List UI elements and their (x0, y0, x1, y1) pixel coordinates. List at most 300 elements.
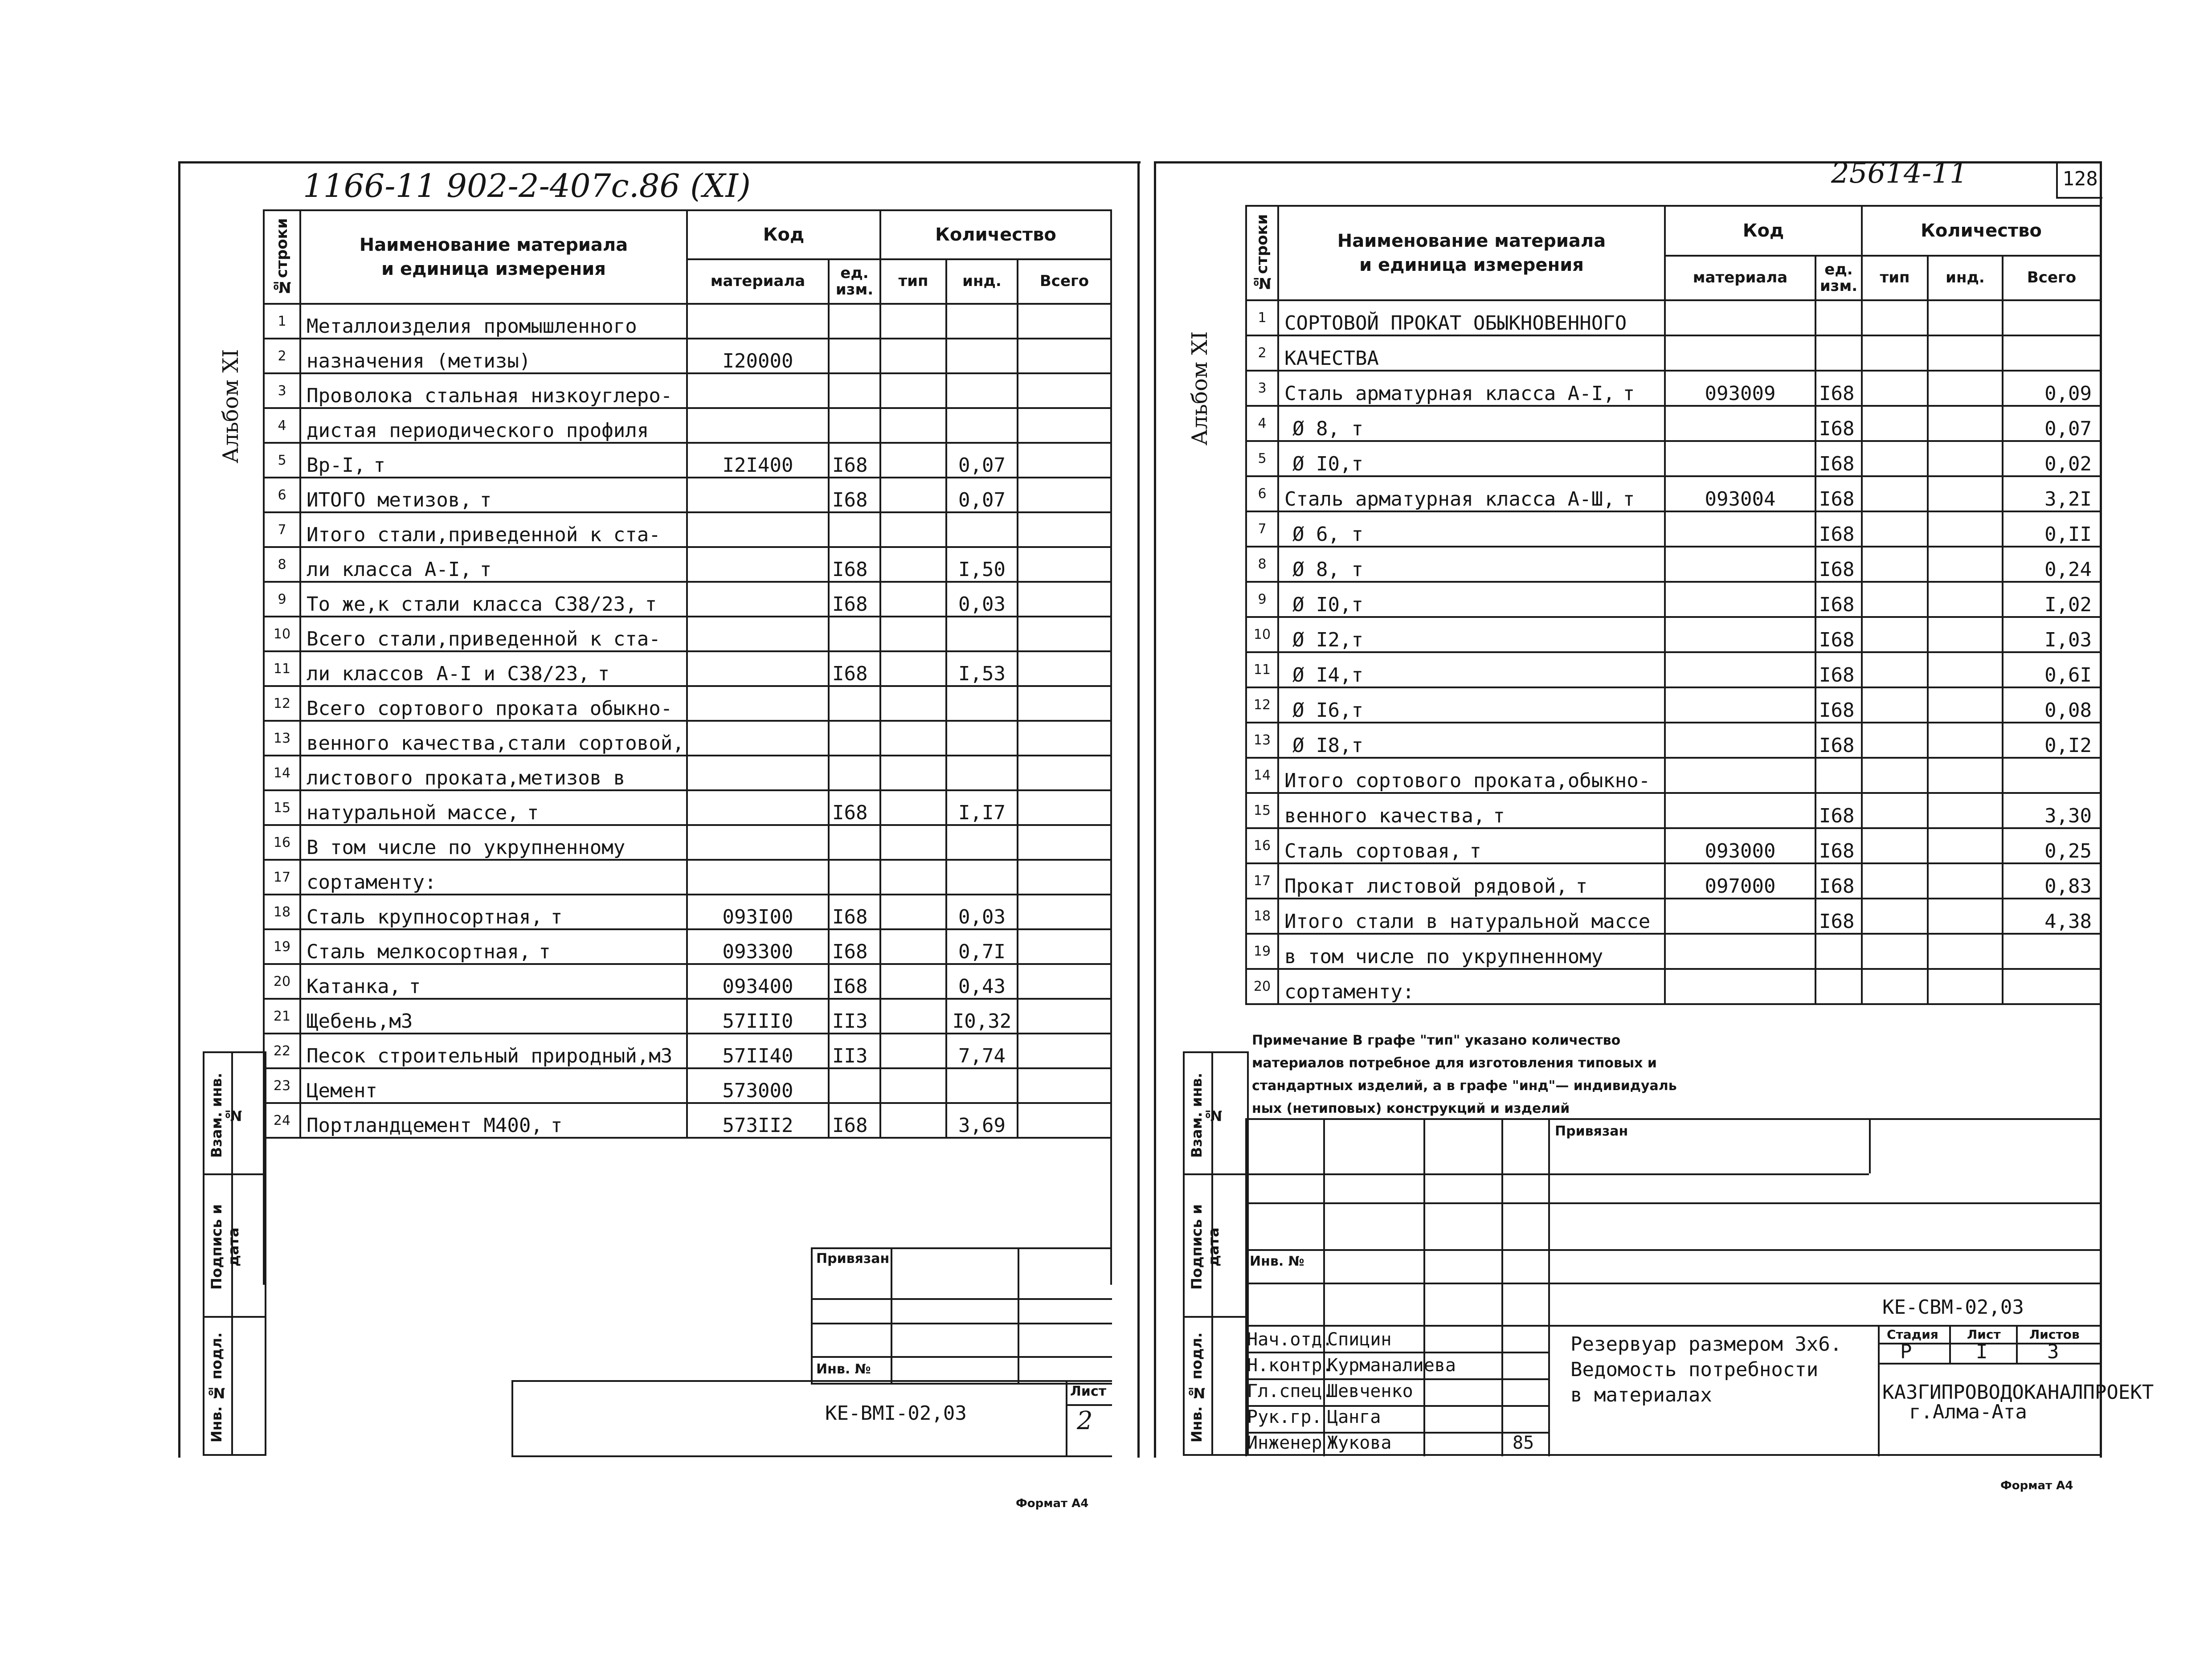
row-name (300, 1103, 687, 1138)
row-name-text: Итого стали в натуральной массе (1284, 910, 1651, 933)
signer-name: Шевченко (1327, 1381, 1413, 1401)
row-name (300, 756, 687, 790)
row-qty-type (880, 547, 946, 582)
row-name (300, 1034, 687, 1068)
row-number: 11 (1246, 652, 1278, 687)
signer-role: Нач.отд. (1247, 1329, 1333, 1350)
row-material-code (1665, 406, 1815, 441)
row-material-code: 093009 (1665, 371, 1815, 406)
left-doc-code: КЕ-ВМI-02,03 (825, 1402, 967, 1425)
row-qty-ind (1928, 899, 2003, 934)
row-qty-ind: I,50 (946, 547, 1018, 582)
row-qty-type (1862, 476, 1928, 511)
row-qty-ind (1928, 758, 2003, 793)
col-name-header: Наименование материала и единица измерения (1278, 206, 1665, 300)
row-unit-code: I68 (1815, 476, 1862, 511)
row-qty-ind (1928, 828, 2003, 863)
row-name-unit: т (1493, 805, 1505, 827)
row-name-unit (633, 836, 678, 859)
row-name (300, 512, 687, 547)
row-name-unit (1635, 312, 1656, 335)
row-qty-total (2003, 934, 2101, 969)
row-number: 9 (1246, 582, 1278, 617)
left-album-label: Альбом XI (218, 349, 243, 463)
row-qty-total (1018, 373, 1111, 408)
row-qty-total (1018, 964, 1111, 999)
table-row (264, 304, 1111, 339)
row-qty-type (1862, 652, 1928, 687)
row-qty-total (1018, 547, 1111, 582)
col-code-unit-header: ед. изм. (1815, 256, 1862, 300)
col-qty-type-header: тип (880, 259, 946, 304)
row-name-unit: т (550, 1114, 563, 1137)
row-qty-ind (1928, 793, 2003, 828)
row-name-text: Итого сортового проката,обыкно- (1284, 769, 1651, 792)
row-number: 3 (264, 373, 300, 408)
row-name-unit: Ø I2,т (1292, 629, 1363, 651)
row-material-code (1665, 899, 1815, 934)
row-name-text (1284, 523, 1292, 546)
row-name (1278, 371, 1665, 406)
right-side-strip (1183, 1051, 1249, 1456)
row-unit-code: I68 (829, 478, 880, 512)
row-number: 7 (264, 512, 300, 547)
row-name (1278, 652, 1665, 687)
row-number: 2 (1246, 335, 1278, 371)
table-row (1246, 582, 2101, 617)
row-number: 23 (264, 1068, 300, 1103)
row-qty-type (880, 1068, 946, 1103)
signer-role: Инженер (1247, 1433, 1322, 1453)
row-unit-code: I68 (1815, 828, 1862, 863)
table-row (264, 408, 1111, 443)
row-number: 1 (1246, 300, 1278, 335)
col-row-no-header: №строки (264, 210, 300, 304)
right-format-label: Формат А4 (2000, 1479, 2073, 1492)
row-number: 17 (1246, 863, 1278, 899)
row-name (300, 443, 687, 478)
row-qty-type (880, 860, 946, 895)
row-qty-ind: 0,03 (946, 582, 1018, 617)
row-qty-total (1018, 339, 1111, 373)
row-unit-code (829, 408, 880, 443)
row-name-text: назначения (метизы) (307, 350, 531, 372)
row-name-text: Цемент (307, 1079, 377, 1102)
row-qty-ind: 0,7I (946, 929, 1018, 964)
row-qty-type (880, 999, 946, 1034)
signer-date: 85 (1513, 1433, 1534, 1453)
row-qty-type (880, 895, 946, 929)
row-name-text: В том числе по укрупненному (307, 836, 626, 859)
left-handwritten-header: 1166-11 902-2-407с.86 (XI) (303, 167, 751, 204)
note-line: ных (нетиповых) конструкций и изделий (1252, 1101, 1570, 1116)
row-qty-ind (946, 860, 1018, 895)
row-unit-code (1815, 335, 1862, 371)
row-number: 10 (1246, 617, 1278, 652)
left-materials-table (263, 209, 1112, 1285)
row-number: 13 (1246, 723, 1278, 758)
row-number: 24 (264, 1103, 300, 1138)
row-number: 7 (1246, 511, 1278, 547)
row-name-unit (1658, 910, 1665, 933)
row-name (1278, 687, 1665, 723)
table-row (1246, 828, 2101, 863)
row-qty-ind: 0,07 (946, 443, 1018, 478)
left-stamp-privyazan (811, 1247, 1112, 1385)
row-qty-type (1862, 828, 1928, 863)
right-doc-code: КЕ-СВМ-02,03 (1882, 1296, 2024, 1319)
row-name (300, 408, 687, 443)
right-page-no: 128 (2056, 161, 2102, 199)
row-qty-type (1862, 969, 1928, 1004)
row-name (300, 651, 687, 686)
row-qty-type (1862, 547, 1928, 582)
left-sheet-left-border (178, 161, 180, 1458)
col-code-material-header: материала (687, 259, 829, 304)
row-name-unit: т (1575, 875, 1588, 898)
row-name-unit: Ø I4,т (1292, 664, 1363, 686)
row-qty-total (1018, 478, 1111, 512)
row-material-code (1665, 758, 1815, 793)
signer-row (1245, 1327, 1548, 1352)
row-unit-code (829, 617, 880, 651)
row-material-code (687, 860, 829, 895)
row-number: 4 (264, 408, 300, 443)
row-name (300, 790, 687, 825)
row-unit-code (829, 686, 880, 721)
row-name-text: Сталь арматурная класса А-Ш, (1284, 488, 1615, 511)
table-row (264, 617, 1111, 651)
row-material-code (687, 582, 829, 617)
row-qty-total (1018, 617, 1111, 651)
row-qty-type (1862, 617, 1928, 652)
table-row (264, 512, 1111, 547)
right-side-label-vzam: Взам. инв. № (1188, 1073, 1222, 1158)
row-unit-code: I68 (1815, 617, 1862, 652)
row-number: 4 (1246, 406, 1278, 441)
row-qty-type (880, 339, 946, 373)
row-unit-code: I68 (1815, 371, 1862, 406)
row-name-unit: т (1623, 488, 1635, 511)
row-unit-code (829, 339, 880, 373)
row-name (1278, 793, 1665, 828)
row-material-code (687, 408, 829, 443)
table-row (264, 651, 1111, 686)
row-material-code: 573II2 (687, 1103, 829, 1138)
row-name-text: Сталь крупносортная, (307, 906, 543, 928)
row-name-text (1284, 417, 1292, 440)
row-qty-total: 0,6I (2003, 652, 2101, 687)
row-material-code: 093I00 (687, 895, 829, 929)
row-name-text: в том числе по укрупненному (1284, 945, 1603, 968)
row-unit-code: I68 (829, 895, 880, 929)
row-unit-code (829, 373, 880, 408)
row-name-unit (1611, 945, 1656, 968)
row-qty-type (1862, 582, 1928, 617)
row-name (1278, 441, 1665, 476)
table-row (1246, 652, 2101, 687)
row-unit-code: I68 (1815, 863, 1862, 899)
row-number: 17 (264, 860, 300, 895)
row-unit-code: I68 (829, 582, 880, 617)
right-title-block (1245, 1118, 2154, 1456)
row-qty-ind (1928, 687, 2003, 723)
col-row-no-header: №строки (1246, 206, 1278, 300)
row-unit-code: I68 (1815, 547, 1862, 582)
row-number: 12 (264, 686, 300, 721)
row-name (1278, 863, 1665, 899)
row-name (300, 929, 687, 964)
row-number: 19 (264, 929, 300, 964)
row-qty-type (1862, 934, 1928, 969)
row-name-unit: Ø I0,т (1292, 453, 1363, 475)
row-number: 15 (1246, 793, 1278, 828)
row-material-code (687, 478, 829, 512)
row-name-text: Сталь арматурная класса А-I, (1284, 382, 1615, 405)
right-side-label-inv: Инв. № подл. (1188, 1332, 1205, 1442)
table-row (1246, 617, 2101, 652)
row-unit-code (1815, 969, 1862, 1004)
row-qty-ind (946, 617, 1018, 651)
row-qty-total (2003, 335, 2101, 371)
row-number: 16 (1246, 828, 1278, 863)
table-row (1246, 687, 2101, 723)
table-row (264, 582, 1111, 617)
row-name (1278, 934, 1665, 969)
table-row (1246, 441, 2101, 476)
row-name (1278, 969, 1665, 1004)
row-qty-ind (946, 721, 1018, 756)
org-line: г.Алма-Ата (1909, 1401, 2027, 1423)
row-name-text: Всего сортового проката обыкно- (307, 697, 673, 720)
right-handwritten-header: 25614-11 (1831, 157, 1968, 190)
table-row (264, 895, 1111, 929)
signer-role: Гл.спец. (1247, 1381, 1333, 1401)
row-qty-type (880, 617, 946, 651)
row-unit-code (829, 512, 880, 547)
row-unit-code: II3 (829, 999, 880, 1034)
row-number: 19 (1246, 934, 1278, 969)
note-line: стандартных изделий, а в графе "инд"— индивидуаль (1252, 1078, 1677, 1094)
row-qty-ind (946, 373, 1018, 408)
row-qty-total (1018, 790, 1111, 825)
row-material-code (1665, 335, 1815, 371)
row-name (300, 860, 687, 895)
row-qty-ind (1928, 371, 2003, 406)
row-qty-ind: 0,03 (946, 895, 1018, 929)
row-name-unit: т (479, 558, 492, 581)
right-inv-no-label: Инв. № (1250, 1254, 1304, 1269)
row-qty-ind (1928, 723, 2003, 758)
row-unit-code (829, 825, 880, 860)
row-qty-type (880, 686, 946, 721)
row-number: 22 (264, 1034, 300, 1068)
row-material-code (687, 756, 829, 790)
row-qty-type (880, 373, 946, 408)
row-qty-type (880, 478, 946, 512)
row-qty-ind (946, 686, 1018, 721)
row-qty-type (880, 1103, 946, 1138)
row-unit-code: I68 (829, 443, 880, 478)
table-row (264, 478, 1111, 512)
row-name-text: Всего стали,приведенной к ста- (307, 628, 661, 650)
table-row (264, 373, 1111, 408)
row-qty-total (1018, 895, 1111, 929)
row-unit-code: I68 (1815, 441, 1862, 476)
row-qty-type (880, 512, 946, 547)
table-row (1246, 758, 2101, 793)
row-material-code (1665, 793, 1815, 828)
row-unit-code: I68 (829, 547, 880, 582)
col-qty-total-header: Всего (2003, 256, 2101, 300)
row-qty-total: 0,83 (2003, 863, 2101, 899)
row-qty-total (1018, 999, 1111, 1034)
row-qty-total (1018, 860, 1111, 895)
row-qty-ind (946, 825, 1018, 860)
row-name-unit (385, 1079, 678, 1102)
sheet-label: Лист (1967, 1327, 2001, 1342)
row-number: 1 (264, 304, 300, 339)
left-format-label: Формат А4 (1016, 1497, 1089, 1510)
row-material-code: I2I400 (687, 443, 829, 478)
row-name-text: СОРТОВОЙ ПРОКАТ ОБЫКНОВЕННОГО (1284, 312, 1627, 335)
row-material-code (1665, 617, 1815, 652)
row-number: 20 (264, 964, 300, 999)
row-unit-code (1815, 934, 1862, 969)
signer-row (1245, 1352, 1548, 1378)
row-qty-ind (1928, 441, 2003, 476)
row-unit-code: I68 (1815, 899, 1862, 934)
row-name-unit: т (527, 801, 539, 824)
row-material-code (687, 686, 829, 721)
col-code-group-header: Код (1665, 206, 1862, 256)
left-inv-no-label: Инв. № (816, 1361, 871, 1377)
row-number: 3 (1246, 371, 1278, 406)
row-name-unit: т (1623, 382, 1635, 405)
row-name (1278, 582, 1665, 617)
row-material-code (687, 373, 829, 408)
row-name-unit (657, 419, 678, 442)
col-qty-ind-header: инд. (946, 259, 1018, 304)
row-name-text: КАЧЕСТВА (1284, 347, 1379, 370)
row-unit-code: I68 (1815, 406, 1862, 441)
row-qty-ind: I,I7 (946, 790, 1018, 825)
row-material-code (1665, 582, 1815, 617)
table-row (1246, 863, 2101, 899)
row-qty-ind: 3,69 (946, 1103, 1018, 1138)
row-name (300, 999, 687, 1034)
table-row (264, 790, 1111, 825)
row-material-code: I20000 (687, 339, 829, 373)
row-name (300, 686, 687, 721)
row-number: 5 (1246, 441, 1278, 476)
row-name-unit (1387, 347, 1656, 370)
row-number: 21 (264, 999, 300, 1034)
row-name-unit (1422, 981, 1656, 1003)
row-unit-code: I68 (1815, 793, 1862, 828)
row-number: 12 (1246, 687, 1278, 723)
row-name-text: Сталь сортовая, (1284, 840, 1462, 862)
row-number: 14 (1246, 758, 1278, 793)
row-number: 16 (264, 825, 300, 860)
row-qty-total (1018, 408, 1111, 443)
row-qty-type (880, 929, 946, 964)
row-material-code: 093000 (1665, 828, 1815, 863)
title-line: Ведомость потребности (1570, 1358, 1819, 1381)
row-material-code (1665, 934, 1815, 969)
row-qty-total: 0,02 (2003, 441, 2101, 476)
row-qty-total: I,02 (2003, 582, 2101, 617)
right-album-label: Альбом XI (1187, 331, 1212, 445)
row-qty-type (1862, 441, 1928, 476)
table-row (264, 1103, 1111, 1138)
row-qty-total (1018, 443, 1111, 478)
row-number: 18 (1246, 899, 1278, 934)
row-qty-total: 4,38 (2003, 899, 2101, 934)
row-qty-total: 3,2I (2003, 476, 2101, 511)
left-side-label-vzam: Взам. инв. № (208, 1073, 242, 1158)
row-qty-ind (1928, 582, 2003, 617)
table-row (1246, 723, 2101, 758)
row-name (1278, 406, 1665, 441)
table-row (264, 756, 1111, 790)
stage-label: Стадия (1887, 1327, 1938, 1342)
row-number: 15 (264, 790, 300, 825)
table-row (1246, 300, 2101, 335)
row-qty-ind (946, 1068, 1018, 1103)
row-name (1278, 758, 1665, 793)
row-qty-ind: I,53 (946, 651, 1018, 686)
row-name (1278, 335, 1665, 371)
col-code-group-header: Код (687, 210, 880, 259)
org-name (1882, 1383, 2154, 1422)
row-qty-ind: I0,32 (946, 999, 1018, 1034)
row-name-unit: Ø 8, т (1292, 417, 1363, 440)
title-line: Резервуар размером 3х6. (1570, 1333, 1842, 1356)
row-unit-code (829, 1068, 880, 1103)
row-qty-total: 0,I2 (2003, 723, 2101, 758)
col-qty-group-header: Количество (1862, 206, 2101, 256)
signer-name: Курманалиева (1327, 1355, 1456, 1376)
left-sheet-top-border (178, 161, 1141, 163)
row-qty-type (880, 825, 946, 860)
row-material-code (1665, 300, 1815, 335)
table-row (1246, 934, 2101, 969)
row-name (300, 339, 687, 373)
row-qty-total: 0,09 (2003, 371, 2101, 406)
table-row (1246, 793, 2101, 828)
row-material-code: 093004 (1665, 476, 1815, 511)
row-material-code (687, 547, 829, 582)
signer-role: Н.контр. (1247, 1355, 1333, 1376)
table-row (264, 686, 1111, 721)
row-qty-total (1018, 686, 1111, 721)
row-unit-code: I68 (829, 790, 880, 825)
stage-value: Р (1900, 1340, 1912, 1363)
table-row (1246, 371, 2101, 406)
row-name-text: Песок строительный природный,м3 (307, 1045, 673, 1067)
note-line: материалов потребное для изготовления типовых и (1252, 1055, 1657, 1071)
row-name (300, 721, 687, 756)
col-name-header: Наименование материала и единица измерения (300, 210, 687, 304)
table-row (1246, 406, 2101, 441)
row-qty-ind: 7,74 (946, 1034, 1018, 1068)
row-unit-code (829, 304, 880, 339)
row-qty-type (880, 408, 946, 443)
row-material-code (687, 651, 829, 686)
row-qty-ind (1928, 863, 2003, 899)
row-qty-total (1018, 1068, 1111, 1103)
